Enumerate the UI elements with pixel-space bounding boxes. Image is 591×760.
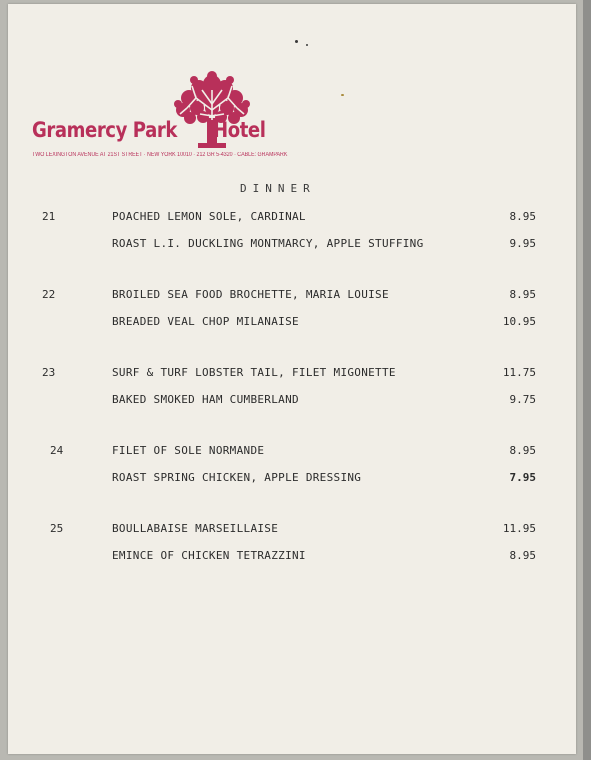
group-number: 22: [42, 288, 56, 301]
dish-name: ROAST L.I. DUCKLING MONTMARCY, APPLE STUFFING: [112, 237, 424, 250]
dish-name: POACHED LEMON SOLE, CARDINAL: [112, 210, 306, 223]
dish-name: ROAST SPRING CHICKEN, APPLE DRESSING: [112, 471, 362, 484]
dish-price: 8.95: [509, 210, 536, 223]
group-number: 24: [50, 444, 64, 457]
dish-price: 11.95: [502, 522, 536, 535]
dish-price: 9.95: [509, 237, 536, 250]
group-number: 23: [42, 366, 56, 379]
dish-price: 10.95: [502, 315, 536, 328]
dish-price: 7.95: [509, 471, 536, 484]
hotel-name: [32, 118, 265, 142]
dish-name: BROILED SEA FOOD BROCHETTE, MARIA LOUISE: [112, 288, 389, 301]
group-number: 21: [42, 210, 56, 223]
dish-name: BREADED VEAL CHOP MILANAISE: [112, 315, 299, 328]
dish-price: 8.95: [509, 444, 536, 457]
dish-name: FILET OF SOLE NORMANDE: [112, 444, 265, 457]
hotel-address: TWO LEXINGTON AVENUE AT 21ST STREET · NEW YORK 10010 · 212 GR 5-4320 · CABLE: GRAMPARK: [32, 152, 288, 158]
hotel-name-part2: Hotel: [213, 118, 266, 142]
ink-speck: [306, 44, 308, 46]
dish-name: SURF & TURF LOBSTER TAIL, FILET MIGONETTE: [112, 366, 396, 379]
scan-edge: [583, 0, 591, 760]
hotel-name-part1: Gramercy Park: [32, 118, 177, 142]
ink-speck: [295, 40, 298, 43]
dish-price: 8.95: [509, 549, 536, 562]
dish-name: BOULLABAISE MARSEILLAISE: [112, 522, 279, 535]
dish-price: 9.75: [509, 393, 536, 406]
dish-name: EMINCE OF CHICKEN TETRAZZINI: [112, 549, 306, 562]
dish-price: 11.75: [502, 366, 536, 379]
dish-price: 8.95: [509, 288, 536, 301]
group-number: 25: [50, 522, 64, 535]
dish-name: BAKED SMOKED HAM CUMBERLAND: [112, 393, 299, 406]
menu-title: DINNER: [240, 182, 316, 195]
menu-page: [8, 4, 576, 754]
ink-speck: [341, 94, 344, 96]
